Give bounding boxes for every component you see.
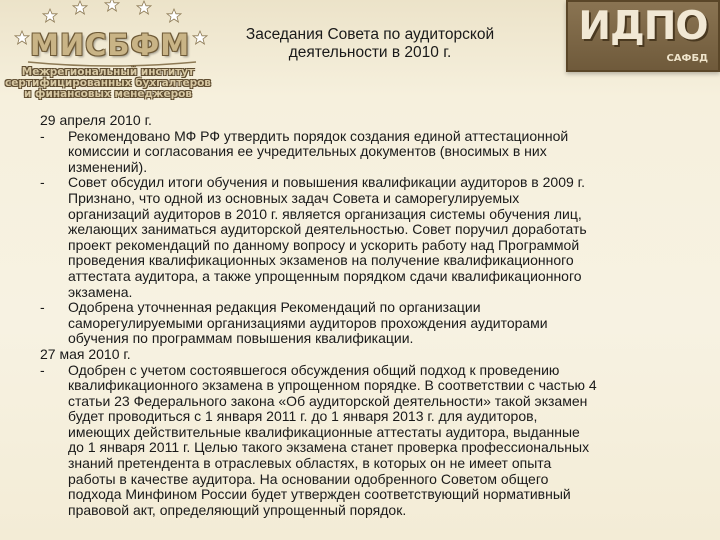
- text-line: знаний претендента в отраслевых областях, в которых он не имеет опыта: [68, 455, 552, 472]
- page-title: [200, 26, 540, 62]
- text-line: проведения квалификационных экзаменов на получение квалификационного: [68, 252, 574, 269]
- list-item: [40, 363, 712, 519]
- misbfm-subtitle-line: сертифицированных бухгалтеров: [5, 77, 211, 89]
- text-line: экзамена.: [68, 283, 133, 300]
- misbfm-logo: [0, 0, 215, 100]
- page-title-line: деятельности в 2010 г.: [288, 44, 452, 61]
- meeting-section: [40, 347, 712, 519]
- text-line: организаций аудиторов в 2010 г. является организация системы обучения лиц,: [68, 205, 582, 222]
- text-line: до 1 января 2011 г. Целью такого экзамена станет проверка профессиональных: [68, 439, 590, 456]
- misbfm-subtitle-line: Межрегиональный институт: [21, 66, 195, 78]
- misbfm-logo-text: МИСБФМ: [30, 28, 191, 62]
- meeting-date: 29 апреля 2010 г.: [40, 112, 152, 128]
- document-body: [40, 113, 712, 518]
- bullet-dash: -: [40, 299, 45, 316]
- text-line: будет проводиться с 1 января 2011 г. до 1 января 2013 г. для аудиторов,: [68, 408, 538, 425]
- text-line: саморегулируемыми организациями аудиторов прохождения аудиторами: [68, 314, 548, 331]
- bullet-dash: -: [40, 361, 45, 378]
- meeting-section: [40, 113, 712, 347]
- text-line: имеющих действительные квалификационные аттестаты аудитора, выданные: [68, 423, 580, 440]
- text-line: аттестата аудитора, а также упрощенным порядком сдачи квалификационного: [68, 267, 582, 284]
- page-title-line: Заседания Совета по аудиторской: [245, 26, 495, 43]
- bullet-dash: -: [40, 174, 45, 191]
- text-line: Одобрен с учетом состоявшегося обсуждения общий подход к проведению: [68, 361, 560, 378]
- text-line: квалификационного экзамена в упрощенном порядке. В соответствии с частью 4: [68, 377, 597, 394]
- text-line: Совет обсудил итоги обучения и повышения квалификации аудиторов в 2009 г.: [68, 174, 585, 191]
- text-line: Рекомендовано МФ РФ утвердить порядок создания единой аттестационной: [68, 127, 569, 144]
- text-line: правовой акт, определяющий упрощенный порядок.: [68, 501, 407, 518]
- list-item: [40, 300, 712, 347]
- list-item: [40, 129, 712, 176]
- text-line: статьи 23 Федерального закона «Об аудиторской деятельности» такой экзамен: [68, 392, 588, 409]
- text-line: обучения по программам повышения квалификации.: [68, 330, 414, 347]
- safbd-logo-text: САФБД: [666, 53, 708, 64]
- text-line: работы в качестве аудитора. На основании одобренного Советом общего: [68, 470, 549, 487]
- text-line: комиссии и согласования ее учредительных документов (вносимых в них: [68, 143, 547, 160]
- bullet-dash: -: [40, 127, 45, 144]
- text-line: Одобрена уточненная редакция Рекомендаций по организации: [68, 299, 481, 316]
- list-item: [40, 175, 712, 300]
- text-line: изменений).: [68, 158, 148, 175]
- idpo-logo: [566, 0, 720, 72]
- text-line: подхода Минфином России будет утвержден соответствующий нормативный: [68, 486, 571, 503]
- meeting-date: 27 мая 2010 г.: [40, 345, 131, 362]
- text-line: желающих заниматься аудиторской деятельностью. Совет поручил доработать: [68, 221, 587, 238]
- misbfm-subtitle-line: и финансовых менеджеров: [24, 88, 192, 100]
- text-line: проект рекомендаций по данному вопросу и ускорить работу над Программой: [68, 236, 580, 253]
- idpo-logo-text: ИДПО: [578, 4, 708, 49]
- text-line: Признано, что одной из основных задач Совета и саморегулируемых: [68, 189, 520, 206]
